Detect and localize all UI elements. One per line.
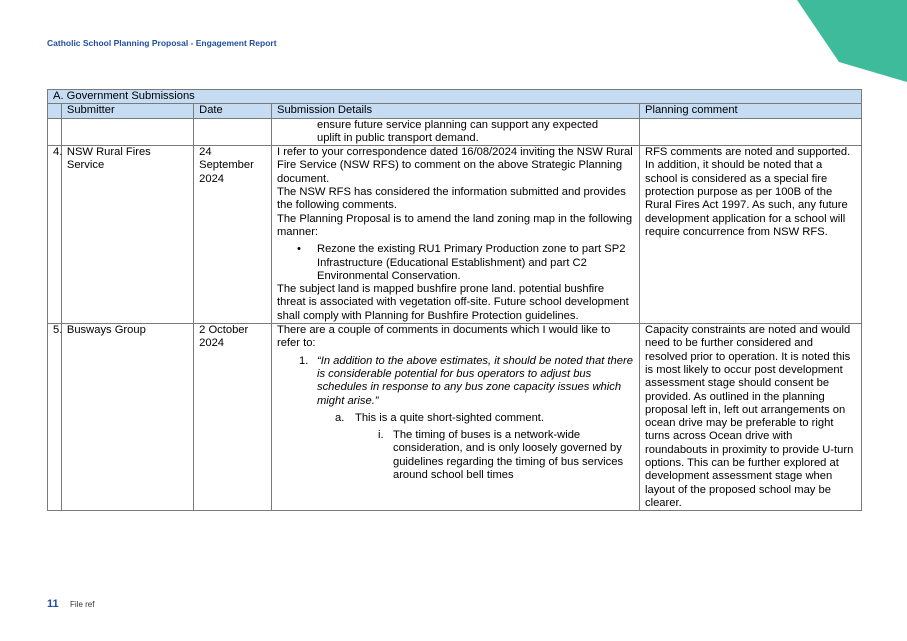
item-text: This is a quite short-sighted comment. bbox=[354, 411, 545, 424]
table-row-continued bbox=[48, 118, 862, 146]
file-ref: File ref bbox=[70, 600, 95, 609]
continued-details bbox=[271, 118, 639, 146]
row-number: 4. bbox=[48, 146, 62, 324]
table-row bbox=[48, 324, 862, 511]
row-submitter: NSW Rural Fires Service bbox=[61, 146, 193, 324]
details-paragraph: The NSW RFS has considered the information submitted and provides the following comments. bbox=[276, 186, 626, 212]
row-date: 24 September 2024 bbox=[194, 146, 272, 324]
row-submitter: Busways Group bbox=[61, 324, 193, 511]
continued-line: ensure future service planning can support any expected bbox=[316, 118, 599, 131]
column-header-submitter: Submitter bbox=[61, 104, 193, 118]
details-paragraph: The subject land is mapped bushfire prone land. potential bushfire threat is associated with vegetation off-site. Future school development shall comply with Planning for Bushfire Protection guidelines. bbox=[276, 283, 629, 322]
row-details bbox=[271, 324, 639, 511]
table-row bbox=[48, 146, 862, 324]
row-date: 2 October 2024 bbox=[194, 324, 272, 511]
row-comment: Capacity constraints are noted and would need to be further considered and resolved prior to operation. It is noted this is most likely to occur post development assessment stage should consent be provided. As outlined in the planning proposal left in, left out arrangements on ocean drive may be preferable to right turns across Ocean drive with roundabouts in proximity to provide U-turn options. This can be further explored at development assessment stage when layout of the proposed school may be clearer. bbox=[640, 324, 862, 511]
column-header-number bbox=[48, 104, 62, 118]
details-paragraph: I refer to your correspondence dated 16/08/2024 inviting the NSW Rural Fire Service (NSW RFS) to comment on the above Strategic Planning document. bbox=[276, 146, 633, 185]
column-header-row bbox=[48, 104, 862, 118]
section-header-row bbox=[48, 90, 862, 104]
column-header-details: Submission Details bbox=[271, 104, 639, 118]
item-text: The timing of buses is a network-wide consideration, and is only loosely governed by guidelines regarding the timing of bus services around school bell times bbox=[392, 429, 624, 482]
details-lettered-item bbox=[277, 412, 635, 425]
bullet-text: Rezone the existing RU1 Primary Production zone to part SP2 Infrastructure (Educational Establishment) and part C2 Environmental Conservation. bbox=[316, 243, 626, 282]
column-header-comment: Planning comment bbox=[640, 104, 862, 118]
corner-decoration bbox=[797, 0, 907, 90]
item-mark: 1. bbox=[298, 354, 309, 367]
details-bullet bbox=[277, 243, 635, 283]
submissions-table bbox=[47, 89, 862, 511]
continued-line: uplift in public transport demand. bbox=[316, 131, 479, 144]
bullet-mark: • bbox=[296, 243, 301, 256]
row-comment: RFS comments are noted and supported. In addition, it should be noted that a school is considered as a special fire protection purpose as per 100B of the Rural Fires Act 1997. As such, any future development application for a school will require concurrence from NSW RFS. bbox=[640, 146, 862, 324]
row-details bbox=[271, 146, 639, 324]
item-mark: i. bbox=[377, 429, 384, 442]
item-mark: a. bbox=[334, 411, 345, 424]
details-numbered-item bbox=[277, 355, 635, 408]
details-paragraph: The Planning Proposal is to amend the land zoning map in the following manner: bbox=[276, 212, 633, 238]
details-paragraph: There are a couple of comments in documents which I would like to refer to: bbox=[276, 324, 611, 350]
section-title: A. Government Submissions bbox=[48, 90, 862, 104]
row-number: 5. bbox=[48, 324, 62, 511]
column-header-date: Date bbox=[194, 104, 272, 118]
details-roman-item bbox=[277, 429, 635, 482]
page-number: 11 bbox=[47, 598, 59, 610]
item-text: “In addition to the above estimates, it should be noted that there is considerable potential for bus operators to adjust bus schedules in response to any bus zone capacity issues which might arise.” bbox=[316, 354, 633, 407]
document-header-title: Catholic School Planning Proposal - Engagement Report bbox=[47, 38, 277, 48]
